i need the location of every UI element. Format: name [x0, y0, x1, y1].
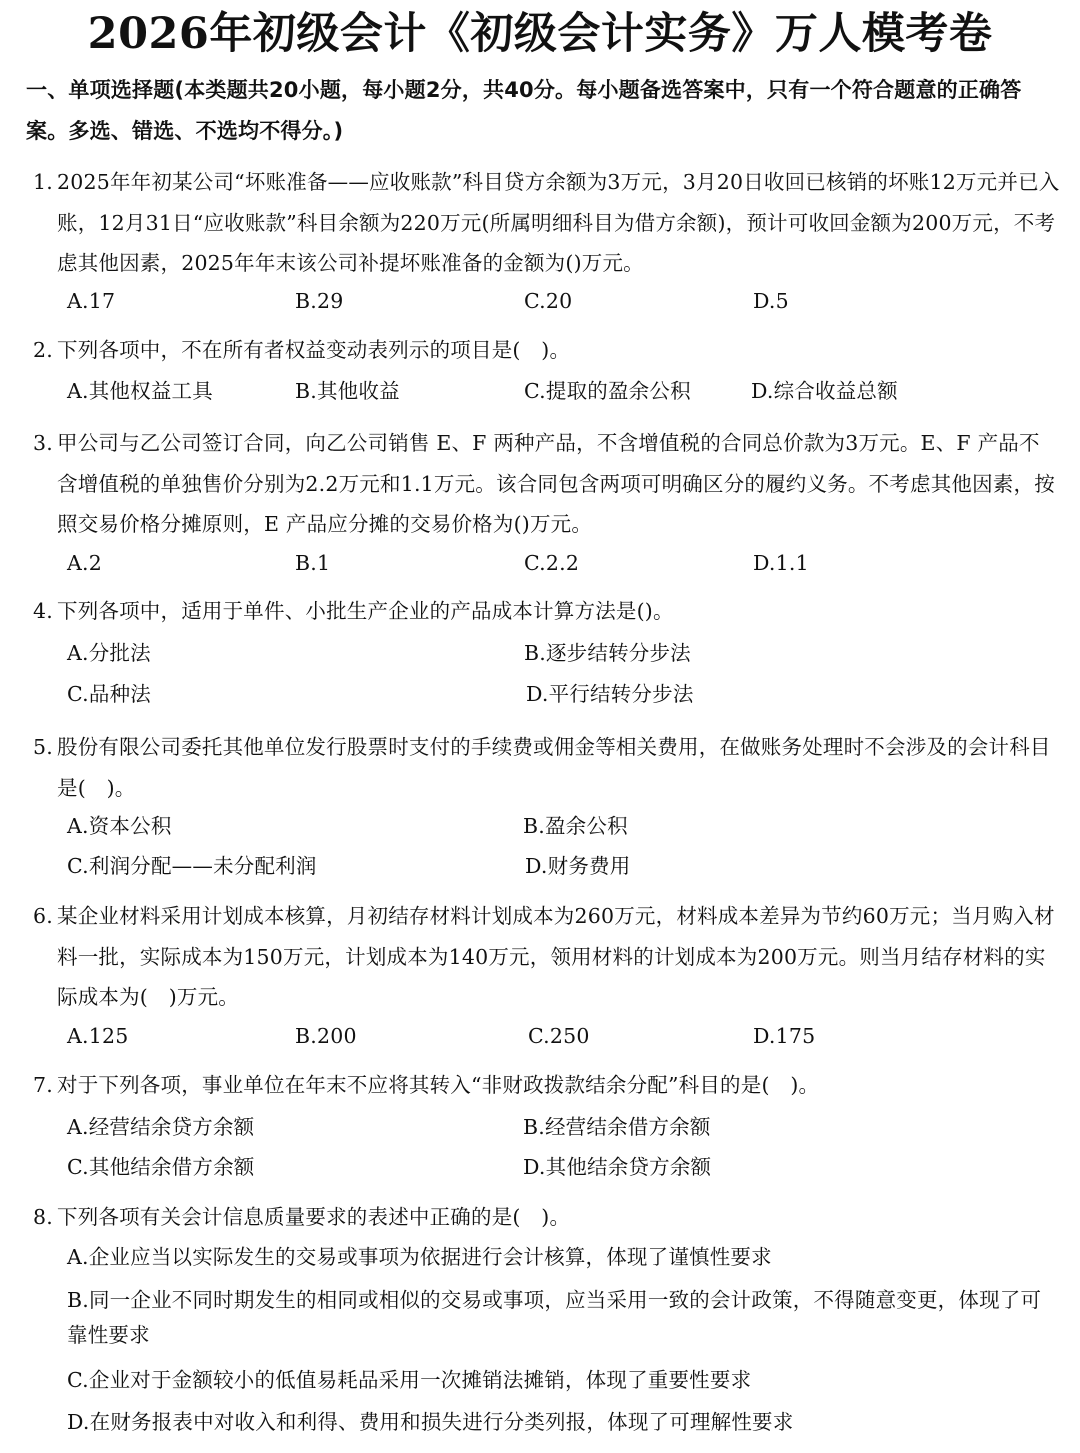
option-c: C.品种法 — [67, 682, 151, 706]
question-number: 8. — [33, 1205, 53, 1229]
question-number: 1. — [33, 170, 53, 194]
option-a: A.125 — [67, 1024, 129, 1048]
option-a: A.资本公积 — [67, 814, 172, 838]
question-text: 下列各项中，适用于单件、小批生产企业的产品成本计算方法是()。 — [57, 599, 674, 623]
option-d: D.5 — [753, 289, 789, 313]
section-header: 一、单项选择题(本类题共20小题，每小题2分，共40分。每小题备选答案中，只有一个符合题意的正确答案。多选、错选、不选均不得分。) — [26, 78, 1022, 143]
question-number: 4. — [33, 599, 53, 623]
question-number: 3. — [33, 431, 53, 455]
option-c: C.250 — [528, 1024, 590, 1048]
question-text: 甲公司与乙公司签订合同，向乙公司销售 E、F 两种产品，不含增值税的合同总价款为3万元。E、F 产品不含增值税的单独售价分别为2.2万元和1.1万元。该合同包含两项可明确区分的履约义务。不考虑其他因素，按照交易价格分摊原则，E 产品应分摊的交易价格为()万元。 — [57, 431, 1055, 536]
option-b: B.1 — [295, 551, 331, 575]
option-d: D.财务费用 — [525, 854, 631, 878]
option-b: B.其他收益 — [295, 379, 400, 403]
option-d: D.在财务报表中对收入和利得、费用和损失进行分类列报，体现了可理解性要求 — [67, 1410, 794, 1434]
question-text: 下列各项有关会计信息质量要求的表述中正确的是( )。 — [57, 1205, 571, 1229]
option-d: D.综合收益总额 — [751, 379, 898, 403]
question-stem — [33, 896, 1060, 1018]
option-b: B.逐步结转分步法 — [524, 641, 691, 665]
question-text: 下列各项中，不在所有者权益变动表列示的项目是( )。 — [57, 338, 571, 362]
option-a: A.经营结余贷方余额 — [67, 1115, 255, 1139]
question-text: 2025年年初某公司“坏账准备——应收账款”科目贷方余额为3万元，3月20日收回已核销的坏账12万元并已入账，12月31日“应收账款”科目余额为220万元(所属明细科目为借方余额)，预计可收回金额为200万元，不考虑其他因素，2025年年末该公司补提坏账准备的金额为()万元。 — [57, 170, 1060, 275]
option-b: B.同一企业不同时期发生的相同或相似的交易或事项，应当采用一致的会计政策，不得随意变更，体现了可靠性要求 — [67, 1288, 1042, 1347]
option-d: D.175 — [753, 1024, 816, 1048]
option-a: A.企业应当以实际发生的交易或事项为依据进行会计核算，体现了谨慎性要求 — [67, 1245, 772, 1269]
question-number: 6. — [33, 904, 53, 928]
question-stem — [33, 1065, 1060, 1106]
option-c: C.2.2 — [524, 551, 580, 575]
option-b: B.盈余公积 — [523, 814, 628, 838]
question-stem — [33, 1197, 1060, 1238]
question-text: 某企业材料采用计划成本核算，月初结存材料计划成本为260万元，材料成本差异为节约60万元；当月购入材料一批，实际成本为150万元，计划成本为140万元，领用材料的计划成本为200万元。则当月结存材料的实际成本为( )万元。 — [57, 904, 1055, 1009]
question-stem — [33, 330, 1060, 371]
option-c: C.提取的盈余公积 — [524, 379, 691, 403]
option-d: D.其他结余贷方余额 — [523, 1155, 712, 1179]
option-b: B.经营结余借方余额 — [523, 1115, 711, 1139]
question-number: 7. — [33, 1073, 53, 1097]
option-d: D.平行结转分步法 — [526, 682, 694, 706]
question-number: 5. — [33, 735, 53, 759]
question-stem — [33, 727, 1060, 808]
question-stem — [33, 162, 1060, 284]
option-d: D.1.1 — [753, 551, 809, 575]
exam-title: 2026年初级会计《初级会计实务》万人模考卷 — [87, 9, 993, 59]
option-c: C.利润分配——未分配利润 — [67, 854, 317, 878]
option-a: A.2 — [67, 551, 102, 575]
question-stem — [33, 423, 1060, 545]
question-text: 股份有限公司委托其他单位发行股票时支付的手续费或佣金等相关费用，在做账务处理时不会涉及的会计科目是( )。 — [57, 735, 1051, 800]
option-c: C.20 — [524, 289, 573, 313]
option-b: B.29 — [295, 289, 344, 313]
question-stem — [33, 591, 1060, 632]
option-c: C.企业对于金额较小的低值易耗品采用一次摊销法摊销，体现了重要性要求 — [67, 1368, 752, 1392]
option-b: B.200 — [295, 1024, 357, 1048]
question-number: 2. — [33, 338, 53, 362]
option-a: A.分批法 — [67, 641, 151, 665]
option-a: A.17 — [67, 289, 116, 313]
option-a: A.其他权益工具 — [67, 379, 213, 403]
question-text: 对于下列各项，事业单位在年末不应将其转入“非财政拨款结余分配”科目的是( )。 — [57, 1073, 820, 1097]
option-c: C.其他结余借方余额 — [67, 1155, 255, 1179]
